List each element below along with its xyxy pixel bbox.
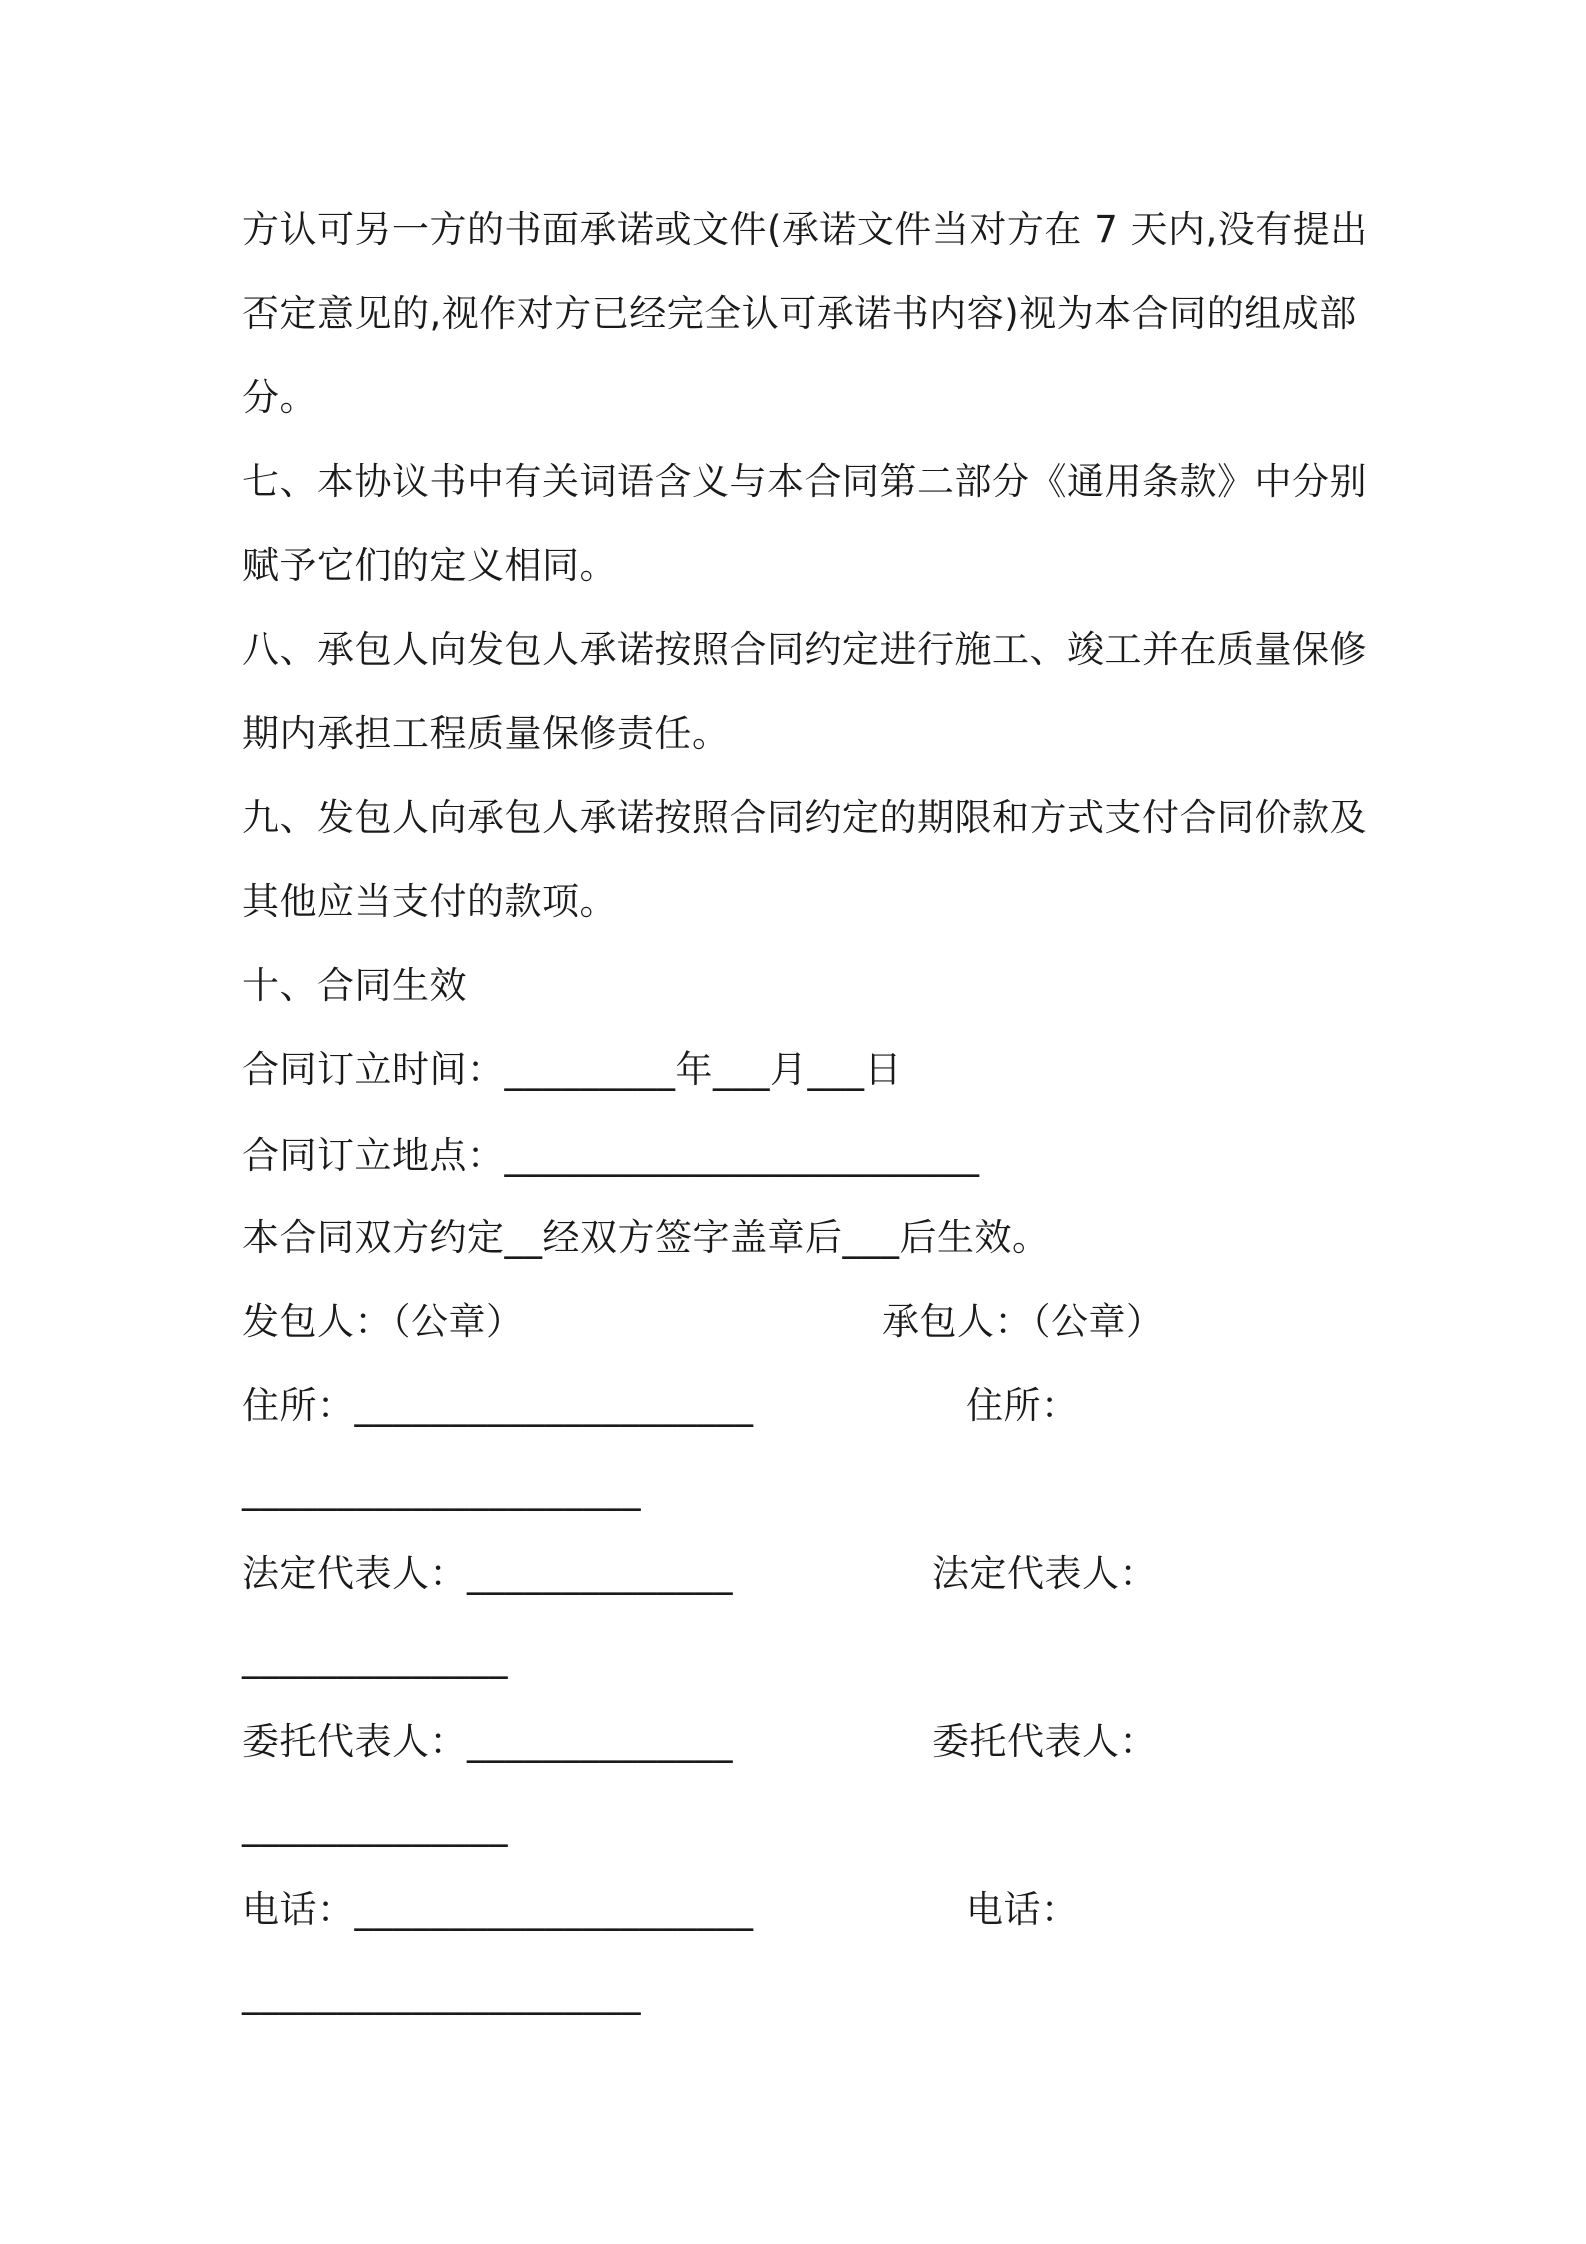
contractor-legal-rep-label: 法定代表人： xyxy=(932,1552,1157,1595)
employer-seal: 发包人：（公章） xyxy=(242,1300,524,1343)
contractor-address-blank: _____________________ xyxy=(242,1468,641,1511)
signing-time: 合同订立时间：_________年___月___日 xyxy=(242,1048,902,1091)
clause-6-line-3: 分。 xyxy=(242,376,317,419)
contractor-seal: 承包人：（公章） xyxy=(882,1300,1164,1343)
clause-8-line-1: 八、承包人向发包人承诺按照合同约定进行施工、竣工并在质量保修 xyxy=(242,628,1367,671)
clause-6-line-2: 否定意见的,视作对方已经完全认可承诺书内容)视为本合同的组成部 xyxy=(242,292,1357,335)
clause-6-line-1: 方认可另一方的书面承诺或文件(承诺文件当对方在 7 天内,没有提出 xyxy=(242,208,1368,251)
effective-condition: 本合同双方约定__经双方签字盖章后___后生效。 xyxy=(242,1216,1050,1259)
contractor-address-label: 住所： xyxy=(966,1384,1079,1427)
contractor-phone-blank: _____________________ xyxy=(242,1972,641,2015)
employer-address: 住所：_____________________ xyxy=(242,1384,754,1427)
contractor-agent-label: 委托代表人： xyxy=(932,1720,1157,1763)
clause-9-line-2: 其他应当支付的款项。 xyxy=(242,880,617,923)
signing-place: 合同订立地点：_________________________ xyxy=(242,1134,980,1177)
contractor-agent-blank: ______________ xyxy=(242,1804,508,1847)
contractor-legal-rep-blank: ______________ xyxy=(242,1636,508,1679)
clause-9-line-1: 九、发包人向承包人承诺按照合同约定的期限和方式支付合同价款及 xyxy=(242,796,1367,839)
clause-10-heading: 十、合同生效 xyxy=(242,964,467,1007)
clause-7-line-2: 赋予它们的定义相同。 xyxy=(242,544,617,587)
clause-7-line-1: 七、本协议书中有关词语含义与本合同第二部分《通用条款》中分别 xyxy=(242,460,1367,503)
clause-8-line-2: 期内承担工程质量保修责任。 xyxy=(242,712,730,755)
contractor-phone-label: 电话： xyxy=(966,1888,1079,1931)
employer-legal-rep: 法定代表人：______________ xyxy=(242,1552,733,1595)
employer-agent: 委托代表人：______________ xyxy=(242,1720,733,1763)
employer-phone: 电话：_____________________ xyxy=(242,1888,754,1931)
